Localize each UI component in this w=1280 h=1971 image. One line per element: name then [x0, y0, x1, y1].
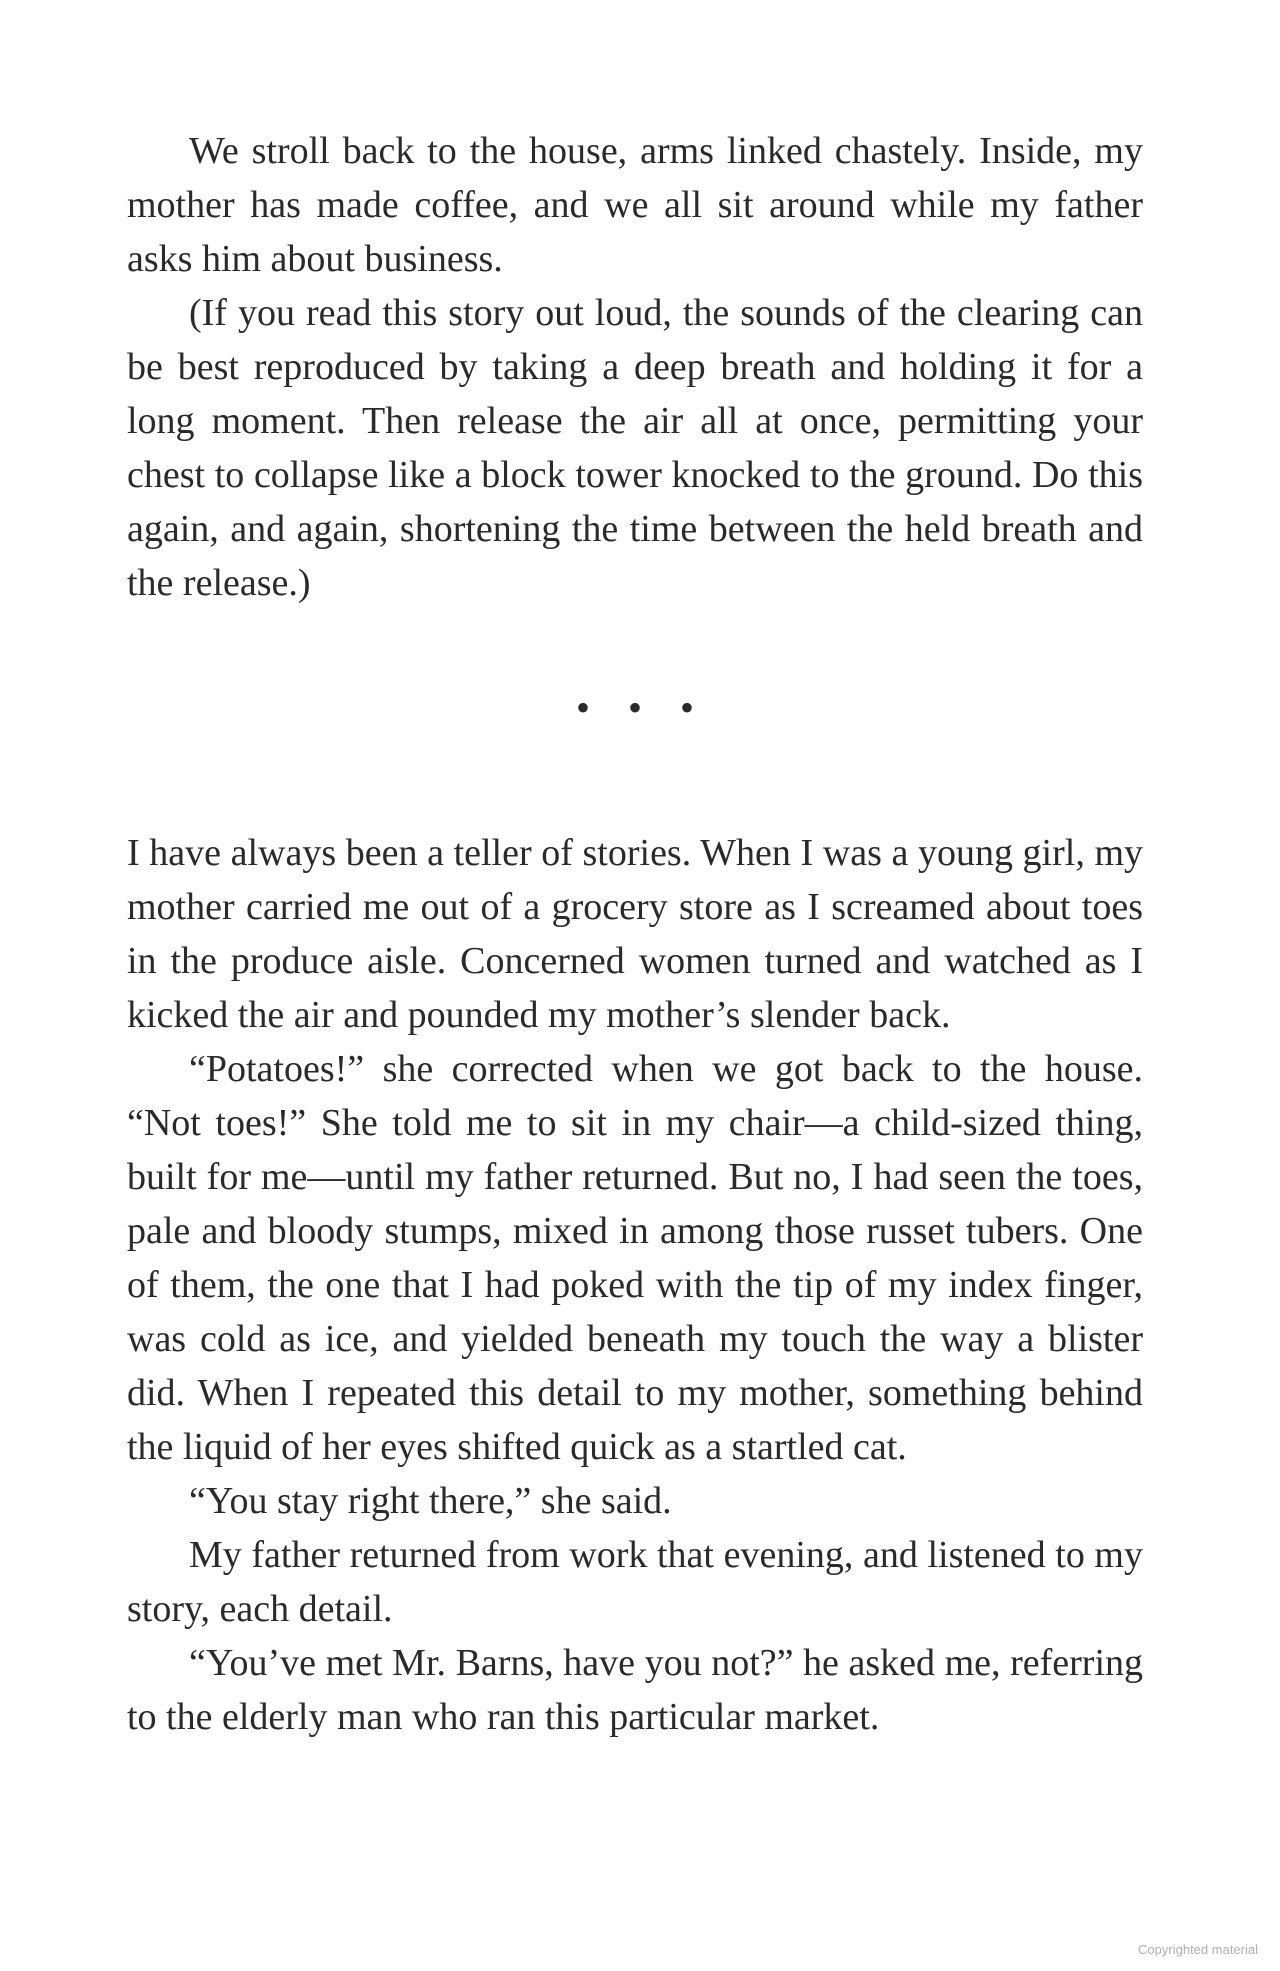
paragraph-mr-barns: “You’ve met Mr. Barns, have you not?” he asked me, referring to the elderly man who ran this particular market.: [127, 1642, 1143, 1738]
section-break-dots: • • •: [575, 685, 708, 730]
book-page: [127, 124, 1143, 1744]
paragraph-teller-of-stories: I have always been a teller of stories. When I was a young girl, my mother carried me out of a grocery store as I screamed about toes in the produce aisle. Concerned women turned and watched as I kicked the air and pounded my mother’s slender back.: [127, 832, 1143, 1036]
paragraph-stay-right-there: “You stay right there,” she said.: [189, 1480, 672, 1522]
paragraph-potatoes: “Potatoes!” she corrected when we got back to the house. “Not toes!” She told me to sit in my chair—a child-sized thing, built for me—until my father returned. But no, I had seen the toes, pale and bloody stumps, mixed in among those russet tubers. One of them, the one that I had poked with the tip of my index finger, was cold as ice, and yielded beneath my touch the way a blister did. When I repeated this detail to my mother, something behind the liquid of her eyes shifted quick as a startled cat.: [127, 1048, 1143, 1468]
paragraph-stroll: We stroll back to the house, arms linked chastely. Inside, my mother has made coffee, and we all sit around while my father asks him about business.: [127, 130, 1143, 280]
section-break: [127, 610, 1143, 826]
paragraph-read-aloud: (If you read this story out loud, the sounds of the clearing can be best reproduced by taking a deep breath and holding it for a long moment. Then release the air all at once, permitting your chest to collapse like a block tower knocked to the ground. Do this again, and again, shortening the time between the held breath and the release.): [127, 292, 1143, 604]
paragraph-father-returned: My father returned from work that evening, and listened to my story, each detail.: [127, 1534, 1143, 1630]
copyright-watermark: Copyrighted material: [1138, 1942, 1258, 1957]
